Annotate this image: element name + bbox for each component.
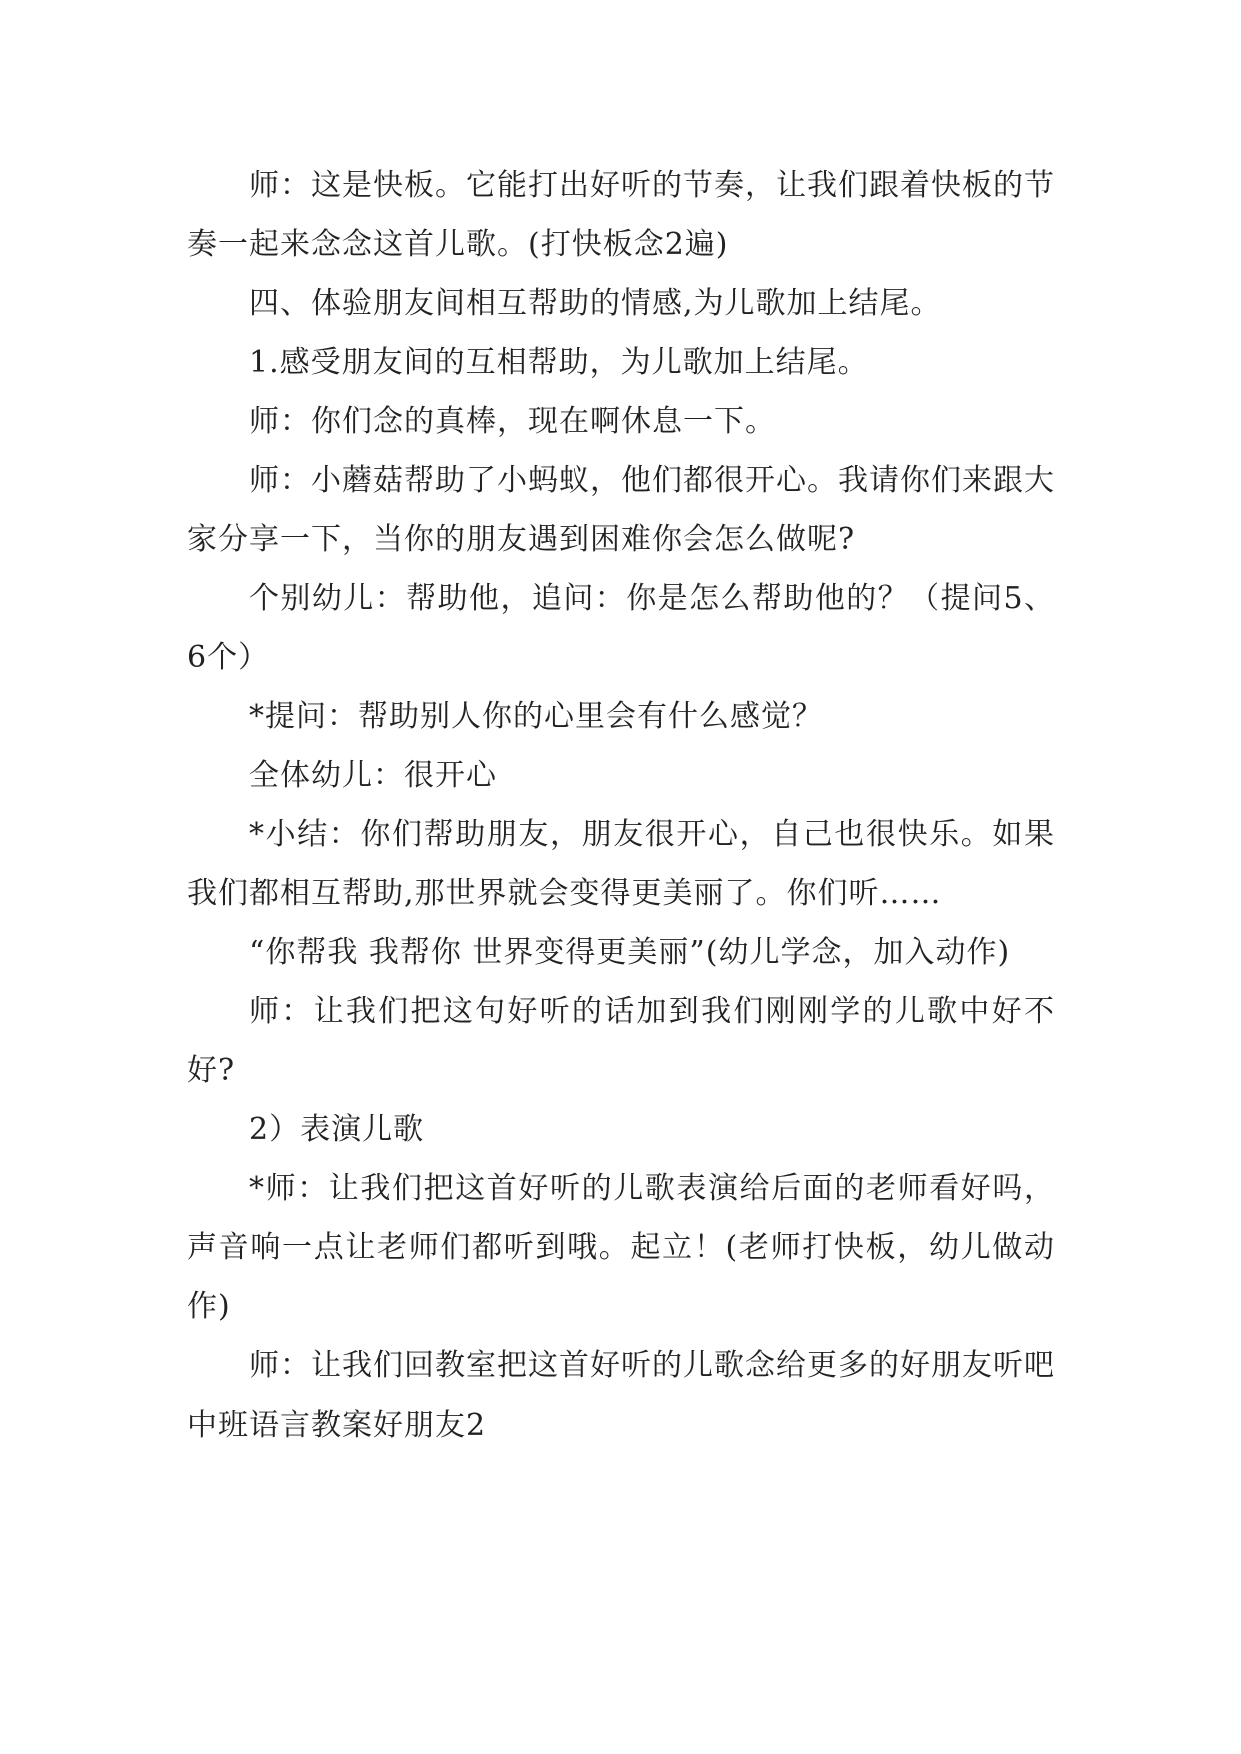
paragraph: 1.感受朋友间的互相帮助，为儿歌加上结尾。 <box>249 345 869 380</box>
paragraph: 师：你们念的真棒，现在啊休息一下。 <box>249 404 776 439</box>
paragraph: *小结：你们帮助朋友，朋友很开心，自己也很快乐。如果我们都相互帮助,那世界就会变得更美丽了。你们听…… <box>187 817 1055 911</box>
section-title: 中班语言教案好朋友2 <box>187 1408 487 1443</box>
paragraph: 师：让我们把这句好听的话加到我们刚刚学的儿歌中好不好? <box>187 994 1055 1088</box>
paragraph: 师：小蘑菇帮助了小蚂蚁，他们都很开心。我请你们来跟大家分享一下，当你的朋友遇到困难你会怎么做呢? <box>187 463 1055 557</box>
paragraph: 四、体验朋友间相互帮助的情感,为儿歌加上结尾。 <box>249 286 942 321</box>
document-body <box>187 156 1055 1455</box>
paragraph: 个别幼儿：帮助他，追问：你是怎么帮助他的？（提问5、6个） <box>187 581 1055 675</box>
paragraph: 2）表演儿歌 <box>249 1112 425 1147</box>
paragraph: 师：这是快板。它能打出好听的节奏，让我们跟着快板的节奏一起来念念这首儿歌。(打快板念2遍) <box>187 168 1055 262</box>
paragraph: 全体幼儿：很开心 <box>249 758 497 793</box>
paragraph: “你帮我 我帮你 世界变得更美丽”(幼儿学念，加入动作) <box>249 935 1011 970</box>
paragraph: *提问：帮助别人你的心里会有什么感觉？ <box>249 699 823 734</box>
paragraph: 师：让我们回教室把这首好听的儿歌念给更多的好朋友听吧 <box>249 1348 1055 1383</box>
paragraph: *师：让我们把这首好听的儿歌表演给后面的老师看好吗，声音响一点让老师们都听到哦。起立！(老师打快板，幼儿做动作) <box>187 1171 1055 1324</box>
